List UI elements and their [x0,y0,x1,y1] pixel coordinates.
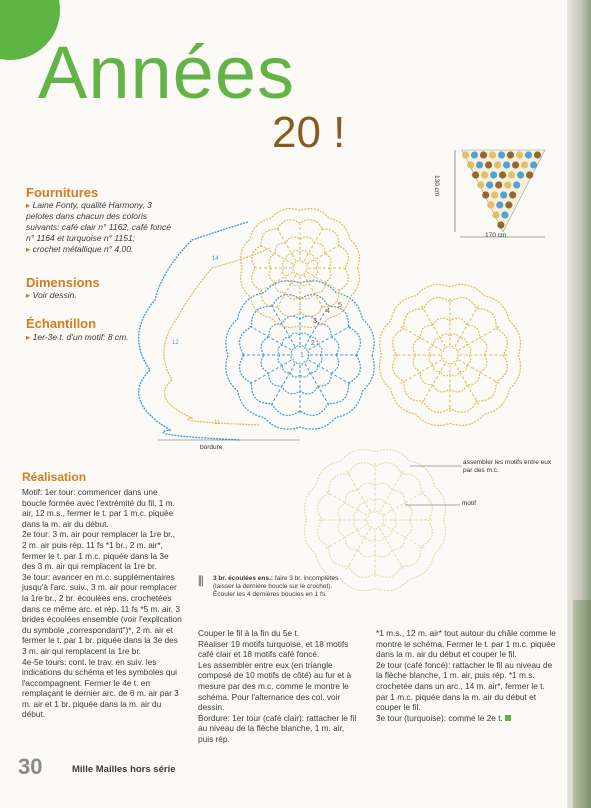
shawl-motif [508,171,515,178]
border-ring [139,222,248,440]
round-number: 3 [313,318,317,325]
motif-spoke [380,528,404,569]
motif-chart [139,209,521,591]
motif-spoke [401,327,442,351]
motif-spoke [380,471,404,512]
border-ring [164,248,270,425]
legend-note-title: 3 br. écoulées ens.: [213,575,273,582]
paragraph: 3e tour: avancer en m.c. supplémentaires jusqu'à l'arc. suiv., 3 m. air pour remplacer la 1re br., 2 br. écoulées ens. crochetées dans ce même arc. et rép. 11 fs *5 m. air, 3 brides écoulées ensemble (voir l'explication du symbole „correspondant")*, 2 m. air et fermer le t. par 1 br. piquée dans la 3e des 3 m. air qui remplacent la 1re br. [22,571,182,656]
round-number: 2 [311,340,315,347]
page-number: 30 [18,754,43,779]
motif-ring [366,511,383,528]
paragraph: *1 m.s., 12 m. air* tout autour du châle comme le montre le schéma. Fermer le t. par 1 m.c. piquée dans la m. air du début et couper le fil. [376,628,556,660]
motif-spoke [401,360,442,384]
round-number: 1 [300,352,304,359]
shawl-motif [504,181,511,188]
echantillon-heading: Échantillon [26,316,97,331]
shawl-motif [490,171,497,178]
motif-spoke [383,525,424,549]
shawl-motif [462,151,469,158]
shawl-motif [486,181,493,188]
realisation-column-2 [198,628,361,745]
shawl-motif [501,211,508,218]
motif-ring [441,346,458,363]
shawl-motif [495,181,502,188]
shawl-diagram [462,150,545,232]
shawl-motif [471,151,478,158]
shawl-motif [526,171,533,178]
fournitures-item: ▸ Laine Fonty, qualité Harmony, 3 pelotes dans chacun des coloris suivants: café clair n° 1162, café foncé n° 1164 et turquoise n° 1151; [26,200,171,243]
echantillon-item: ▸ 1er-3e t. d'un motif: 8 cm. [26,332,129,342]
shawl-motif [485,161,492,168]
shawl-motif [500,191,507,198]
shawl-motif [496,201,503,208]
motif-spoke [347,471,371,512]
paragraph: Bordure: 1er tour (café clair): rattacher le fil au niveau de la flèche blanche, 1 m. air, puis rép. [198,712,357,744]
motif-spoke [458,360,499,384]
legend-symbol-icon: ⫼ [198,574,204,588]
shawl-motif [487,201,494,208]
round-number: 4 [326,308,330,315]
stitch-count: 11 [214,420,221,426]
motif-spoke [326,525,367,549]
realisation-column-3 [376,628,556,723]
paragraph: Couper le fil à la fin du 5e t. [198,628,300,638]
shawl-motif [497,221,504,228]
shawl-motif [482,191,489,198]
shawl-motif [516,151,523,158]
dimensions-heading: Dimensions [26,275,100,290]
realisation-heading: Réalisation [22,470,87,484]
shawl-motif [467,161,474,168]
motif-spoke [326,492,367,516]
paragraph: Réaliser 19 motifs turquoise, et 18 motifs café clair et 18 motifs café foncé. [198,638,349,660]
shawl-motif [534,151,541,158]
page-title: Années [38,31,295,114]
shawl-motif [503,161,510,168]
shawl-motif [505,201,512,208]
fournitures-heading: Fournitures [26,185,99,200]
shawl-motif [489,151,496,158]
realisation-column-1 [22,487,182,720]
height-label: 130 cm [433,175,440,197]
motif-spoke [422,306,446,347]
shawl-motif [517,171,524,178]
dimensions-item: ▸ Voir dessin. [26,290,77,300]
motif-spoke [458,327,499,351]
assembler-label: assembler les motifs entre eux par des m.c. [463,459,552,474]
motif-ring [380,285,521,426]
paragraph: 2e tour: 3 m. air pour remplacer la 1re br., 2 m. air puis rép. 11 fs *1 br., 2 m. air*, fermer le t. par 1 m.c. piquée dans la 3e des 3 m. air qui remplacent la 1re br. [22,529,176,572]
shawl-motif [481,171,488,178]
shawl-motif [494,161,501,168]
shawl-motif [492,211,499,218]
shawl-motif [499,171,506,178]
motif-label: motif [462,500,477,507]
shawl-motif [512,161,519,168]
width-label: 170 cm [485,232,507,239]
paragraph: Les assembler entre eux (en triangle composé de 10 motifs de côté) au fur et à mesure par des m.c. comme le montre le schéma. Pour l'alternance des col. voir dessin. [198,659,352,713]
magazine-name: Mille Mailles hors série [72,764,176,775]
end-mark-icon [505,715,511,721]
shawl-motif [513,181,520,188]
shawl-motif [472,171,479,178]
motif-spoke [455,363,479,404]
shawl-motif [498,151,505,158]
motif-ring [305,450,446,591]
bordure-label: bordure [200,444,223,451]
paragraph: Motif: 1er tour: commencer dans une boucle formée avec l'extrémité du fil, 1 m. air, 12 m.s., fermer le t. par 1 m.c. piquée dans la m. air du début. [22,487,175,529]
shawl-motif [525,151,532,158]
motif-ring [269,237,331,299]
stitch-count: 12 [172,340,179,346]
motif-ring [293,261,308,276]
paragraph: 4e-5e tours: cont. le trav. en suiv. les indications du schéma et les symboles qui l'accompagnent. Fermer le 4e t. en remplaçant le dernier arc. de 6 m. air par 3 m. air et 1 br. piquée dans la m. air du début. [22,656,179,720]
round-number: 5 [338,302,342,309]
shawl-motif [530,161,537,168]
stitch-count: 14 [212,256,219,262]
shawl-motif [477,181,484,188]
shawl-motif [476,161,483,168]
motif-spoke [347,528,371,569]
paragraph: 3e tour (turquoise): comme le 2e t. [376,713,556,724]
shawl-motif [491,191,498,198]
fournitures-item: ▸ crochet métallique n° 4,00. [26,244,134,254]
motif-spoke [383,492,424,516]
legend-note [213,575,353,599]
motif-spoke [422,363,446,404]
legend-note-text: faire 3 br. incomplètes (laisser la dernière boucle sur le crochet). Écouler les 4 dernières boucles en 1 fs. [213,575,339,598]
shawl-motif [509,191,516,198]
motif-ring [282,250,317,285]
shawl-motif [480,151,487,158]
motif-spoke [455,306,479,347]
shawl-motif [507,151,514,158]
shawl-motif [521,161,528,168]
page-subtitle: 20 ! [272,108,346,157]
paragraph: 2e tour (café foncé): rattacher le fil au niveau de la flèche blanche, 1 m. air, puis rép. *1 m.s. crochetée dans un arc., 14 m. air*, fermer le t. par 1 m.c. piquée dans la m. air du début et couper le fil. [376,659,553,713]
